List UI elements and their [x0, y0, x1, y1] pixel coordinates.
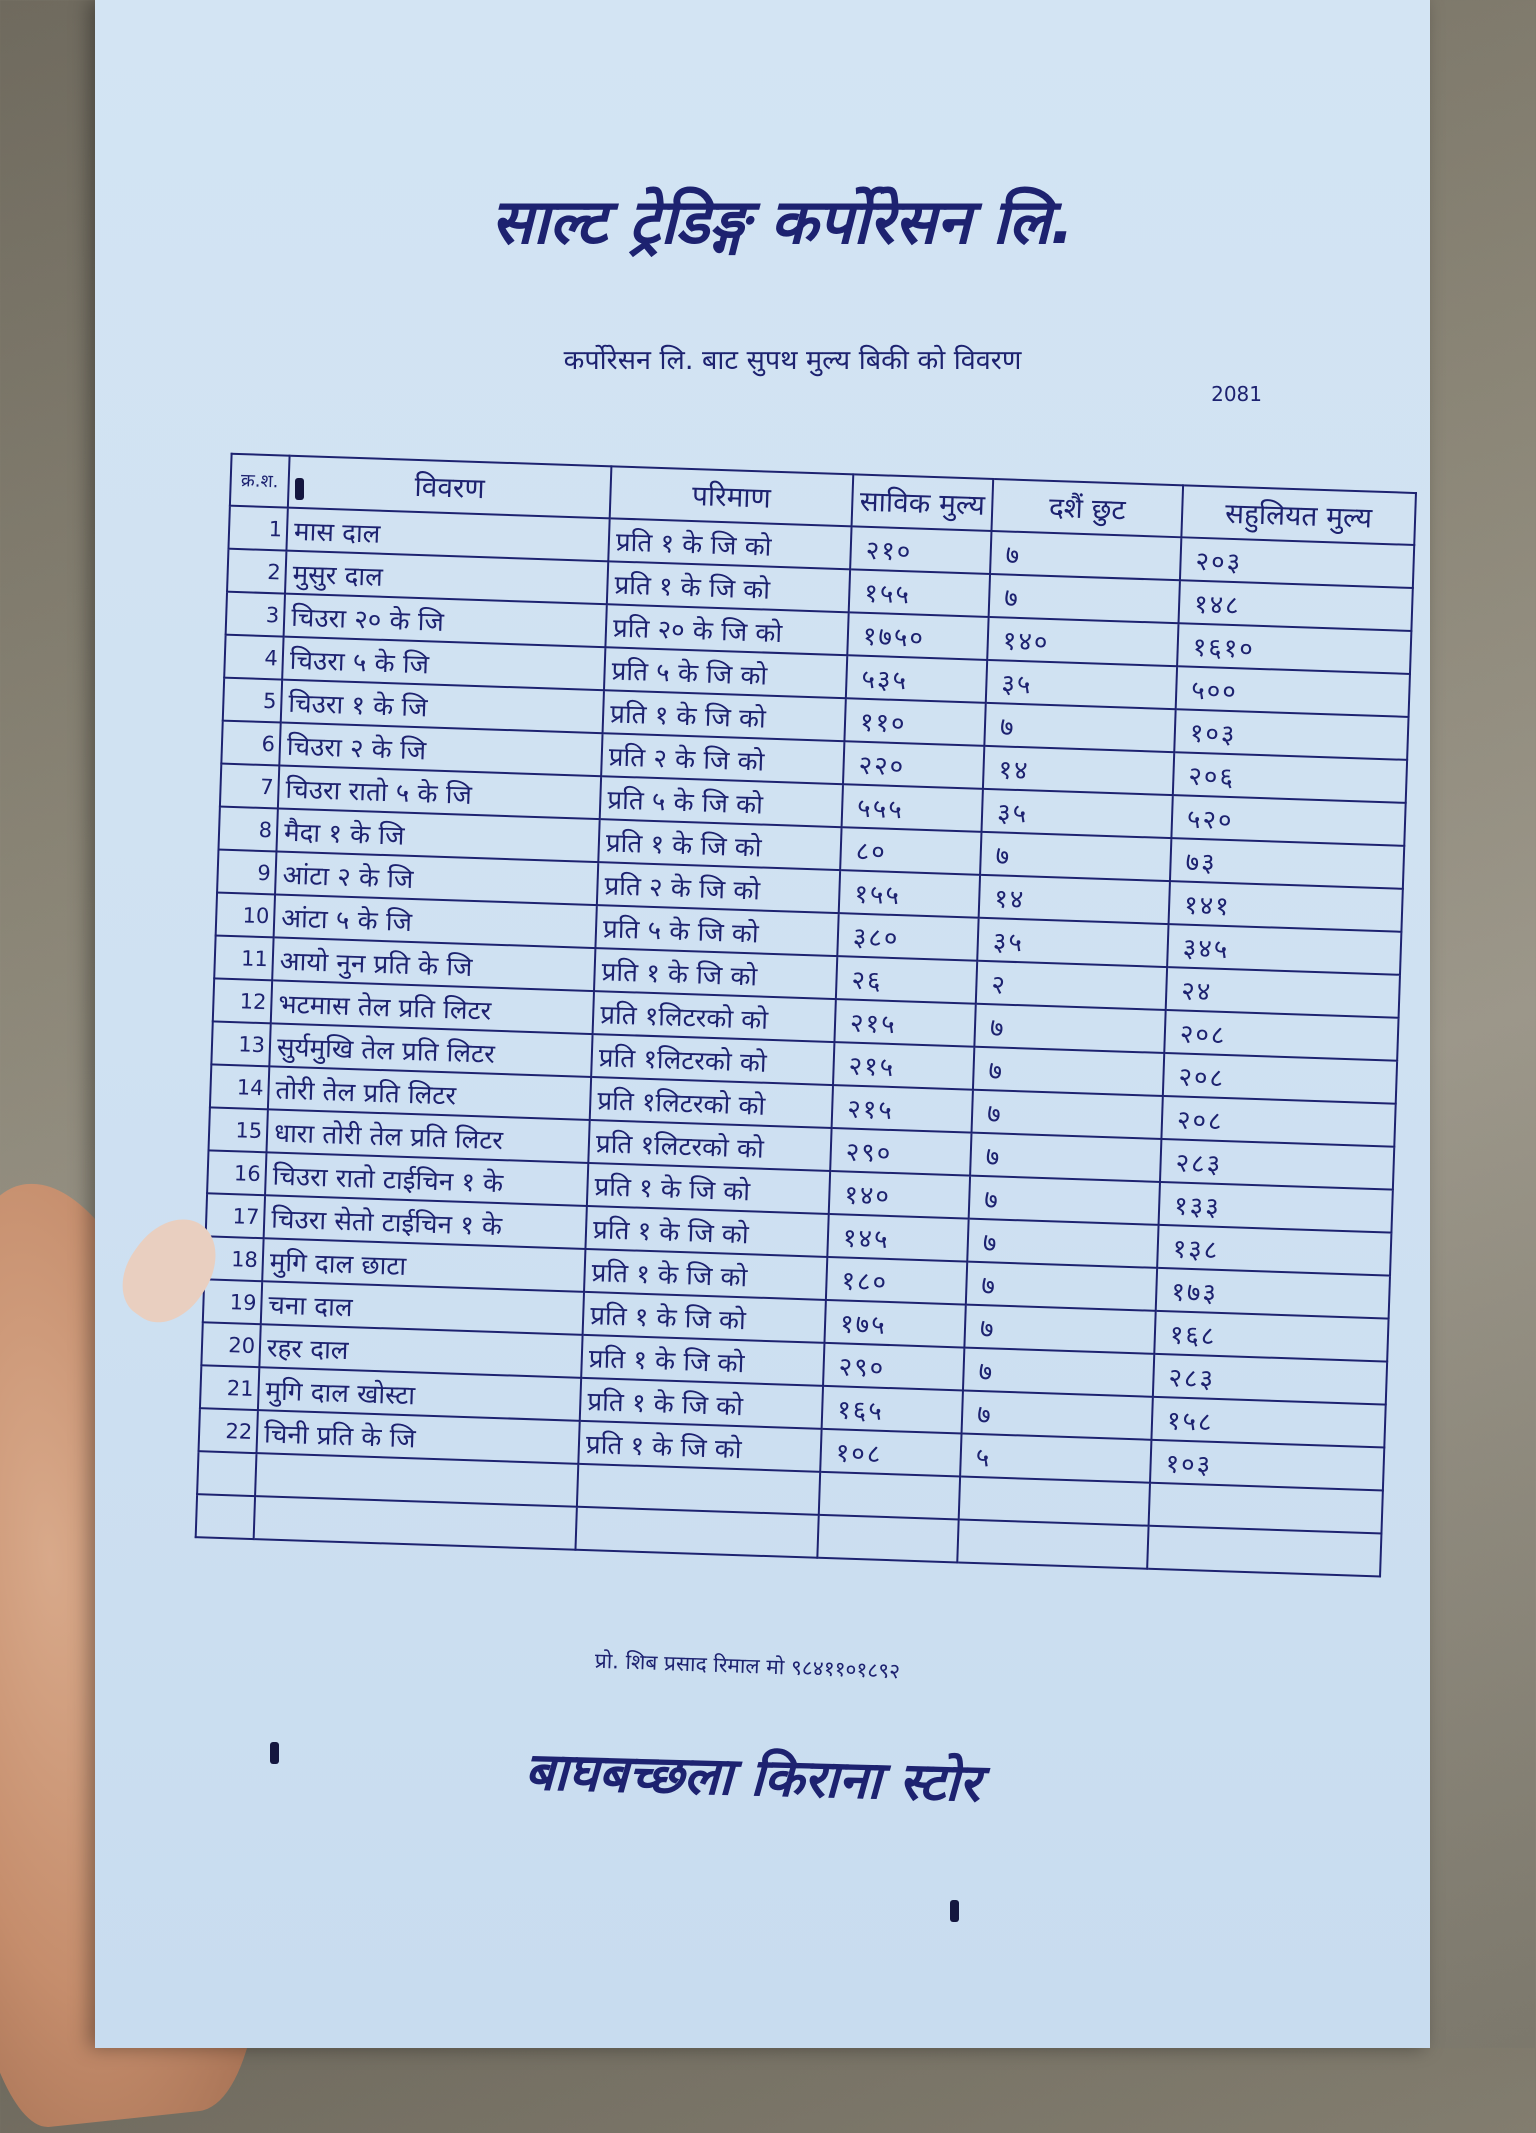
- cell-new-price: २०३: [1180, 537, 1414, 588]
- cell-sn: 4: [224, 635, 283, 680]
- cell-item: आंटा २ के जि: [275, 851, 598, 905]
- cell-item: मास दाल: [286, 508, 609, 562]
- cell-item: चिउरा २० के जि: [284, 594, 607, 648]
- cell-discount: ७: [967, 1219, 1158, 1268]
- cell-quantity: प्रति १ के जि को: [598, 819, 841, 870]
- cell-sn: 14: [210, 1064, 269, 1109]
- cell-item: चना दाल: [261, 1281, 584, 1335]
- cell-quantity: प्रति १ के जि को: [585, 1206, 828, 1257]
- cell-old-price: २२०: [843, 741, 984, 789]
- cell-new-price: २०८: [1163, 1053, 1397, 1104]
- cell-new-price: १०३: [1150, 1440, 1384, 1491]
- cell-item: चिउरा २ के जि: [279, 723, 602, 777]
- price-table: [195, 453, 1417, 1578]
- cell-item: भटमास तेल प्रति लिटर: [271, 980, 594, 1034]
- store-name: बाघबच्छला किराना स्टोर: [523, 1742, 982, 1814]
- cell-sn: 11: [214, 935, 273, 980]
- cell-discount: ५: [960, 1433, 1151, 1482]
- cell-old-price: २९०: [830, 1128, 971, 1176]
- cell-quantity: प्रति १लिटरको को: [593, 991, 836, 1042]
- cell-old-price: ५५५: [842, 784, 983, 832]
- cell-old-price: १०८: [820, 1429, 961, 1477]
- cell-quantity: प्रति १ के जि को: [583, 1292, 826, 1343]
- cell-discount: ३५: [977, 918, 1168, 967]
- ink-mark: [950, 1900, 959, 1922]
- cell-old-price: १६५: [822, 1386, 963, 1434]
- column-header-discount: दशैं छुट: [991, 479, 1183, 537]
- cell-discount: १४०: [987, 617, 1178, 666]
- cell-new-price: २८३: [1153, 1354, 1387, 1405]
- cell-old-price: १५५: [839, 870, 980, 918]
- cell-old-price: [817, 1515, 958, 1563]
- cell-sn: 12: [213, 978, 272, 1023]
- cell-quantity: प्रति २० के जि को: [605, 604, 848, 655]
- cell-item: मुगि दाल छाटा: [262, 1238, 585, 1292]
- cell-new-price: [1147, 1526, 1381, 1577]
- cell-new-price: २८३: [1160, 1139, 1394, 1190]
- cell-new-price: १५८: [1151, 1397, 1385, 1448]
- cell-sn: 13: [211, 1021, 270, 1066]
- table-body: [196, 506, 1415, 1577]
- cell-old-price: १४०: [829, 1171, 970, 1219]
- cell-item: मैदा १ के जि: [276, 808, 599, 862]
- cell-sn: 17: [206, 1193, 265, 1238]
- cell-quantity: प्रति १ के जि को: [603, 690, 846, 741]
- cell-discount: ३५: [986, 660, 1177, 709]
- cell-old-price: २१५: [834, 999, 975, 1047]
- cell-quantity: प्रति ५ के जि को: [604, 647, 847, 698]
- document-title: साल्ट ट्रेडिङ्ग कर्पोरेसन लि.: [491, 185, 1074, 258]
- cell-discount: [959, 1476, 1150, 1525]
- cell-discount: १४: [983, 746, 1174, 795]
- column-header-old-price: साविक मुल्य: [852, 474, 994, 531]
- cell-new-price: ७३: [1170, 838, 1404, 889]
- cell-new-price: २४: [1166, 967, 1400, 1018]
- column-header-quantity: परिमाण: [610, 466, 854, 526]
- cell-quantity: प्रति १ के जि को: [584, 1249, 827, 1300]
- price-list-document: [95, 0, 1430, 2048]
- cell-discount: ७: [963, 1348, 1154, 1397]
- cell-quantity: प्रति १लिटरको को: [591, 1034, 834, 1085]
- cell-old-price: १७५०: [847, 612, 988, 660]
- cell-item: रहर दाल: [259, 1324, 582, 1378]
- column-header-new-price: सहुलियत मुल्य: [1181, 485, 1416, 545]
- cell-discount: ७: [974, 1004, 1165, 1053]
- cell-new-price: १०३: [1174, 709, 1408, 760]
- cell-quantity: प्रति ५ के जि को: [600, 776, 843, 827]
- cell-quantity: प्रति १ के जि को: [578, 1421, 821, 1472]
- cell-old-price: ११०: [844, 698, 985, 746]
- column-header-sn: क्र.श.: [230, 454, 290, 508]
- document-year: 2081: [1211, 382, 1262, 406]
- cell-item: आयो नुन प्रति के जि: [272, 937, 595, 991]
- cell-discount: १४: [979, 875, 1170, 924]
- cell-old-price: ८०: [840, 827, 981, 875]
- cell-item: चिनी प्रति के जि: [256, 1410, 579, 1464]
- cell-new-price: १६८: [1154, 1311, 1388, 1362]
- cell-discount: २: [976, 961, 1167, 1010]
- cell-item: चिउरा रातो ५ के जि: [278, 765, 601, 819]
- cell-quantity: प्रति १ के जि को: [587, 1163, 830, 1214]
- cell-sn: 9: [217, 850, 276, 895]
- cell-item: तोरी तेल प्रति लिटर: [268, 1066, 591, 1120]
- cell-quantity: प्रति १ के जि को: [608, 518, 851, 569]
- cell-discount: ७: [964, 1305, 1155, 1354]
- cell-quantity: [575, 1507, 818, 1558]
- cell-new-price: ५२०: [1171, 795, 1405, 846]
- cell-sn: [196, 1494, 255, 1539]
- cell-old-price: १४५: [827, 1214, 968, 1262]
- cell-old-price: २९०: [823, 1343, 964, 1391]
- cell-sn: 18: [204, 1236, 263, 1281]
- cell-item: चिउरा सेतो टाईचिन १ के: [264, 1195, 587, 1249]
- cell-quantity: प्रति १लिटरको को: [590, 1077, 833, 1128]
- cell-quantity: प्रति १लिटरको को: [588, 1120, 831, 1171]
- cell-old-price: ३८०: [837, 913, 978, 961]
- cell-old-price: ५३५: [846, 655, 987, 703]
- proprietor-contact: प्रो. शिब प्रसाद रिमाल मो ९८४११०१८९२: [594, 1648, 901, 1684]
- cell-new-price: १३३: [1159, 1182, 1393, 1233]
- cell-item: चिउरा ५ के जि: [282, 637, 605, 691]
- cell-sn: [197, 1451, 256, 1496]
- cell-new-price: [1149, 1483, 1383, 1534]
- cell-sn: 7: [220, 764, 279, 809]
- cell-new-price: १४१: [1169, 881, 1403, 932]
- cell-discount: ७: [962, 1391, 1153, 1440]
- cell-quantity: प्रति १ के जि को: [580, 1378, 823, 1429]
- cell-quantity: प्रति २ के जि को: [601, 733, 844, 784]
- cell-sn: 2: [227, 549, 286, 594]
- cell-old-price: २१०: [850, 526, 991, 574]
- cell-quantity: प्रति १ के जि को: [594, 948, 837, 999]
- cell-old-price: १८०: [826, 1257, 967, 1305]
- cell-sn: 10: [216, 893, 275, 938]
- column-header-item: विवरण: [288, 456, 612, 519]
- cell-sn: 21: [200, 1365, 259, 1410]
- cell-sn: 5: [223, 678, 282, 723]
- cell-discount: ७: [984, 703, 1175, 752]
- cell-old-price: १७५: [824, 1300, 965, 1348]
- document-subtitle: कर्पोरेसन लि. बाट सुपथ मुल्य बिकी को विवरण: [563, 345, 1022, 376]
- cell-new-price: २०८: [1161, 1096, 1395, 1147]
- cell-new-price: २०६: [1173, 752, 1407, 803]
- cell-discount: ७: [972, 1090, 1163, 1139]
- price-table-wrapper: [195, 453, 1415, 1578]
- cell-old-price: [819, 1472, 960, 1520]
- cell-new-price: २०८: [1164, 1010, 1398, 1061]
- cell-discount: [957, 1519, 1148, 1568]
- cell-sn: 3: [226, 592, 285, 637]
- cell-new-price: १४८: [1179, 580, 1413, 631]
- cell-quantity: प्रति ५ के जि को: [595, 905, 838, 956]
- cell-item: चिउरा रातो टाईचिन १ के: [265, 1152, 588, 1206]
- cell-item: सुर्यमुखि तेल प्रति लिटर: [269, 1023, 592, 1077]
- cell-sn: 1: [228, 506, 287, 551]
- cell-discount: ३५: [981, 789, 1172, 838]
- cell-sn: 6: [221, 721, 280, 766]
- cell-quantity: प्रति २ के जि को: [597, 862, 840, 913]
- cell-old-price: २१५: [832, 1085, 973, 1133]
- cell-sn: 20: [201, 1322, 260, 1367]
- cell-sn: 19: [203, 1279, 262, 1324]
- cell-sn: 16: [207, 1150, 266, 1195]
- cell-old-price: २६: [836, 956, 977, 1004]
- cell-discount: ७: [980, 832, 1171, 881]
- cell-old-price: २१५: [833, 1042, 974, 1090]
- cell-discount: ७: [969, 1176, 1160, 1225]
- cell-discount: ७: [989, 574, 1180, 623]
- cell-discount: ७: [990, 531, 1181, 580]
- cell-sn: 15: [209, 1107, 268, 1152]
- cell-old-price: १५५: [849, 569, 990, 617]
- cell-discount: ७: [970, 1133, 1161, 1182]
- cell-new-price: ३४५: [1167, 924, 1401, 975]
- cell-item: मुसुर दाल: [285, 551, 608, 605]
- cell-new-price: ५००: [1176, 666, 1410, 717]
- cell-quantity: प्रति १ के जि को: [581, 1335, 824, 1386]
- cell-discount: ७: [966, 1262, 1157, 1311]
- cell-new-price: १७३: [1156, 1268, 1390, 1319]
- cell-item: आंटा ५ के जि: [274, 894, 597, 948]
- cell-sn: 8: [218, 807, 277, 852]
- cell-discount: ७: [973, 1047, 1164, 1096]
- cell-new-price: १६१०: [1177, 623, 1411, 674]
- cell-item: चिउरा १ के जि: [281, 680, 604, 734]
- cell-sn: 22: [199, 1408, 258, 1453]
- cell-quantity: प्रति १ के जि को: [607, 561, 850, 612]
- cell-item: धारा तोरी तेल प्रति लिटर: [266, 1109, 589, 1163]
- cell-new-price: १३८: [1157, 1225, 1391, 1276]
- cell-item: मुगि दाल खोस्टा: [258, 1367, 581, 1421]
